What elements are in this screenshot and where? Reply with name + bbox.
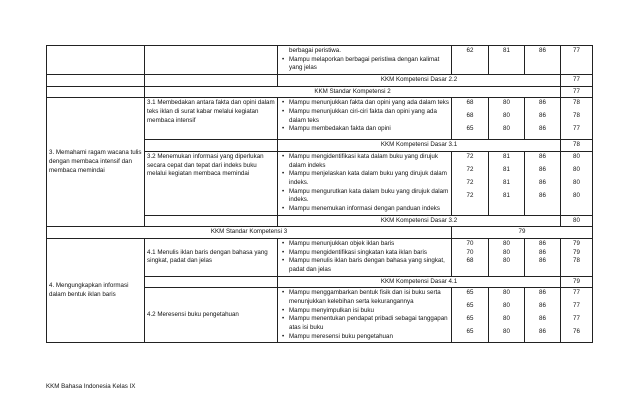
value: 65: [466, 328, 474, 336]
value: 86: [539, 315, 546, 323]
value-cell: [525, 152, 561, 216]
value: 81: [503, 153, 510, 161]
value-cell: 77: [561, 46, 593, 75]
page-footer: KKM Bahasa Indonesia Kelas IX: [46, 383, 136, 390]
value: 81: [503, 166, 510, 174]
value-cell: [561, 152, 593, 216]
value: 80: [503, 112, 510, 120]
value: 80: [573, 153, 580, 161]
table-row: [47, 239, 593, 277]
value-cell: [452, 152, 489, 216]
value: 86: [539, 328, 546, 336]
value-cell: [452, 288, 489, 343]
kkm-kd-label: KKM Kompetensi Dasar 3.2: [278, 215, 561, 227]
value: 77: [573, 315, 580, 323]
kd-label: 3.2 Menemukan informasi yang diperlukan secara cepat dan tepat dari indeks buku melalui kegiatan membaca memindai: [145, 152, 278, 216]
kkm-kd-value: 78: [561, 140, 593, 152]
kd-label: 4.2 Meresensi buku pengetahuan: [145, 288, 278, 343]
value: 70: [466, 240, 474, 248]
value-cell: 81: [489, 46, 525, 75]
kd-label: 3.1 Membedakan antara fakta dan opini dalam teks iklan di surat kabar melalui kegiatan membaca intensif: [145, 98, 278, 140]
value-cell: [452, 239, 489, 277]
value: 65: [466, 289, 474, 297]
table-row: [47, 46, 593, 75]
value: 86: [539, 112, 546, 120]
value: 78: [573, 112, 580, 120]
kkm-sk-row: [47, 227, 593, 239]
value: 80: [503, 328, 510, 336]
value: 86: [539, 240, 546, 248]
value: 65: [466, 125, 474, 133]
value: 80: [503, 240, 510, 248]
kd-label: 4.1 Menulis iklan baris dengan bahasa yang singkat, padat dan jelas: [145, 239, 278, 277]
value: 72: [466, 192, 474, 200]
kkm-sk-row: [47, 86, 593, 98]
indicator-item: • Mampu mengidentifikasi kata dalam buku yang dirujuk dalam indeks: [289, 153, 449, 170]
value-cell: 86: [525, 46, 561, 75]
kkm-kd-value: 80: [561, 215, 593, 227]
indicator-cell: [278, 98, 452, 140]
value: 70: [466, 248, 474, 256]
value: 77: [573, 289, 580, 297]
value: 80: [503, 257, 510, 265]
kkm-kd-row: [47, 75, 593, 87]
value: 77: [573, 125, 580, 133]
value: 78: [573, 257, 580, 265]
value: 80: [503, 289, 510, 297]
indicator-text: berbagai peristiwa.: [289, 47, 341, 54]
indicator-item: • Mampu mengurutkan kata dalam buku yang dirujuk dalam indeks.: [289, 188, 449, 205]
sk-cell: [47, 46, 145, 75]
value-cell: [489, 239, 525, 277]
kkm-sk-value: 77: [561, 86, 593, 98]
kkm-sk-value: 79: [452, 227, 593, 239]
indicator-item: • Mampu menunjukkan ciri-ciri fakta dan opini yang ada dalam teks: [289, 108, 449, 125]
indicator-item: • Mampu membedakan fakta dan opini: [289, 125, 449, 134]
indicator-item: • Mampu menunjukkan fakta dan opini yang ada dalam teks: [289, 99, 449, 108]
value-cell: [561, 288, 593, 343]
value: 81: [503, 192, 510, 200]
value: 78: [573, 99, 580, 107]
kkm-kd-value: 77: [561, 75, 593, 87]
value-cell: [525, 288, 561, 343]
value-cell: [561, 98, 593, 140]
value: 80: [573, 179, 580, 187]
indicator-cell: [278, 239, 452, 277]
kkm-kd-label: KKM Kompetensi Dasar 3.1: [278, 140, 561, 152]
value: 68: [466, 112, 474, 120]
indicator-item: • Mampu menulis iklan baris dengan bahasa yang singkat, padat dan jelas: [289, 257, 449, 274]
indicator-item: • Mampu mengidentifikasi singkatan kata iklan baris: [289, 249, 449, 258]
value: 72: [466, 179, 474, 187]
value: 86: [539, 302, 546, 310]
kkm-table: [46, 45, 593, 343]
indicator-item: • Mampu meresensi buku pengetahuan: [289, 333, 449, 342]
value: 80: [503, 302, 510, 310]
kkm-kd-label: KKM Kompetensi Dasar 2.2: [278, 75, 561, 87]
indicator-item: • Mampu menggambarkan bentuk fisik dan isi buku serta menunjukkan kelebihan serta kekurangannya: [289, 289, 449, 306]
indicator-cell: [278, 288, 452, 343]
value: 86: [539, 257, 546, 265]
sk-label: 4. Mengungkapkan informasi dalam bentuk iklan baris: [47, 239, 145, 343]
value-cell: [489, 288, 525, 343]
indicator-cell: [278, 46, 452, 75]
value: 81: [503, 179, 510, 187]
value: 72: [466, 166, 474, 174]
value: 80: [503, 248, 510, 256]
kkm-sk-label: KKM Standar Kompetensi 2: [145, 86, 561, 98]
value-cell: [489, 152, 525, 216]
value: 80: [503, 315, 510, 323]
kkm-kd-label: KKM Kompetensi Dasar 4.1: [278, 276, 561, 288]
value: 86: [539, 248, 546, 256]
value-cell: [525, 239, 561, 277]
value: 86: [539, 125, 546, 133]
value-cell: [452, 98, 489, 140]
value: 65: [466, 315, 474, 323]
value: 86: [539, 289, 546, 297]
indicator-cell: [278, 152, 452, 216]
value: 68: [466, 99, 474, 107]
value: 77: [573, 302, 580, 310]
value: 86: [539, 179, 546, 187]
sk-label: 3. Memahami ragam wacana tulis dengan membaca intensif dan membaca memindai: [47, 98, 145, 227]
value-cell: 62: [452, 46, 489, 75]
value: 72: [466, 153, 474, 161]
indicator-item: • Mampu menemukan informasi dengan panduan indeks: [289, 205, 449, 214]
value: 86: [539, 166, 546, 174]
value: 79: [573, 248, 580, 256]
kkm-kd-value: 79: [561, 276, 593, 288]
indicator-item: • Mampu menentukan pendapat pribadi sebagai tanggapan atas isi buku: [289, 315, 449, 332]
table-row: [47, 98, 593, 140]
value-cell: [525, 98, 561, 140]
indicator-item: • Mampu menunjukkan objek iklan baris: [289, 240, 449, 249]
value: 65: [466, 302, 474, 310]
value: 80: [503, 99, 510, 107]
value-cell: [489, 98, 525, 140]
indicator-item: • Mampu menyimpulkan isi buku: [289, 307, 449, 316]
value: 79: [573, 240, 580, 248]
value: 86: [539, 192, 546, 200]
kd-cell: [145, 46, 278, 75]
value: 76: [573, 328, 580, 336]
value: 86: [539, 153, 546, 161]
value: 80: [573, 192, 580, 200]
value: 80: [573, 166, 580, 174]
value-cell: [561, 239, 593, 277]
value: 80: [503, 125, 510, 133]
indicator-item: • Mampu menjelaskan kata dalam buku yang dirujuk dalam indeks.: [289, 170, 449, 187]
kkm-sk-label: KKM Standar Kompetensi 3: [47, 227, 452, 239]
value: 86: [539, 99, 546, 107]
value: 68: [466, 257, 474, 265]
indicator-item: • Mampu melaporkan berbagai peristiwa dengan kalimat yang jelas: [289, 56, 449, 73]
